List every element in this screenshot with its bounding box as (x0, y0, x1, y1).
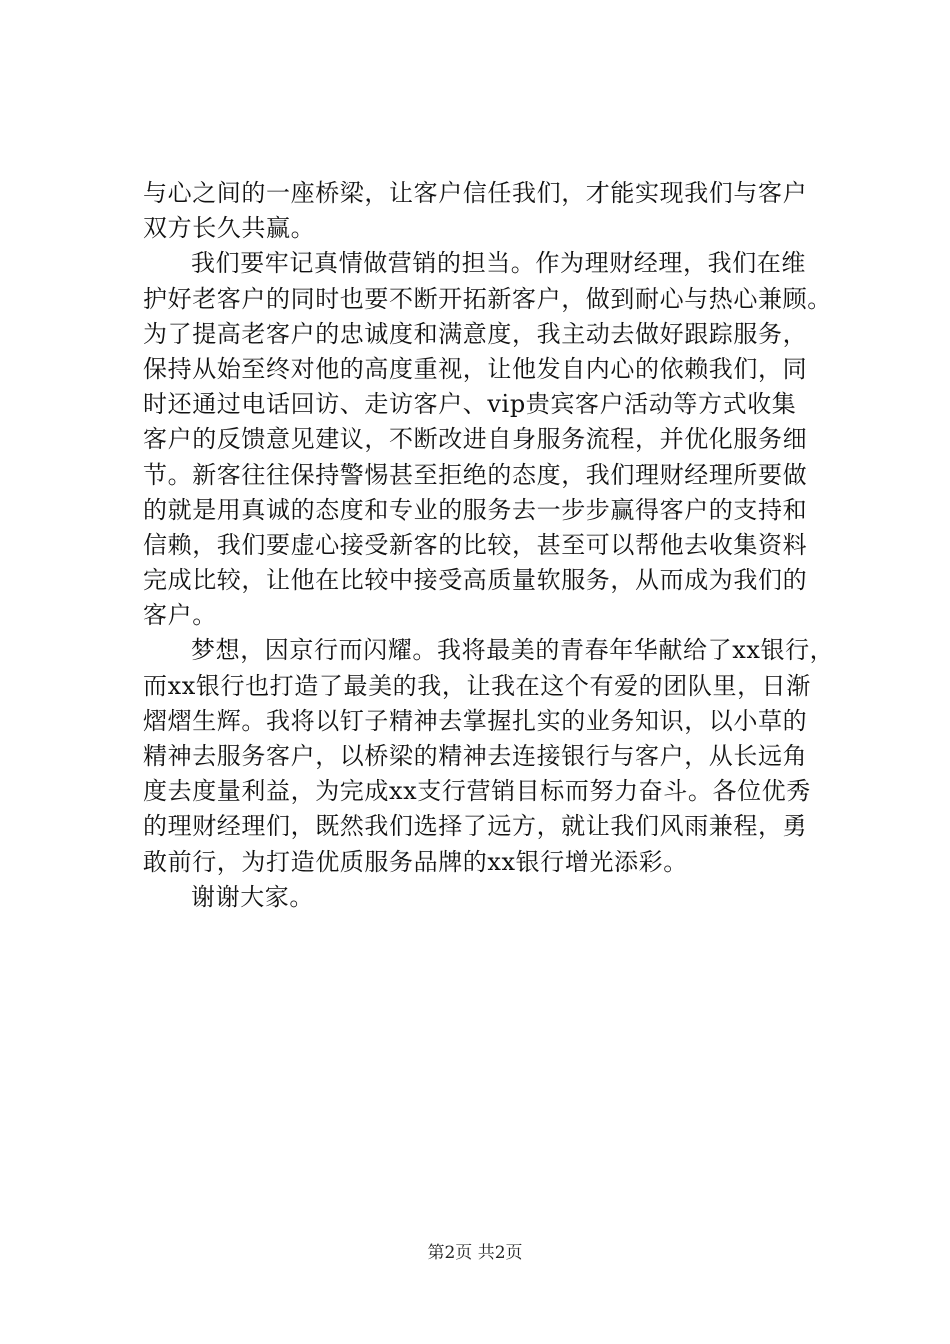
text-line: 而xx银行也打造了最美的我，让我在这个有爱的团队里，日渐 (143, 671, 811, 700)
text-line: 保持从始至终对他的高度重视，让他发自内心的依赖我们，同 (143, 354, 808, 383)
text-line: 熠熠生辉。我将以钉子精神去掌握扎实的业务知识，以小草的 (143, 706, 808, 735)
page-footer: 第2页 共2页 (427, 1243, 523, 1263)
text-line: 护好老客户的同时也要不断开拓新客户，做到耐心与热心兼顾。 (143, 284, 832, 313)
text-line: 客户。 (143, 601, 217, 630)
paragraph-start-line: 我们要牢记真情做营销的担当。作为理财经理，我们在维 (191, 249, 806, 278)
text-line: 时还通过电话回访、走访客户、vip贵宾客户活动等方式收集 (143, 390, 797, 419)
text-line: 与心之间的一座桥梁，让客户信任我们，才能实现我们与客户 (143, 179, 808, 207)
text-line: 敢前行，为打造优质服务品牌的xx银行增光添彩。 (143, 847, 688, 876)
text-line: 客户的反馈意见建议，不断改进自身服务流程，并优化服务细 (143, 425, 808, 454)
text-line: 完成比较，让他在比较中接受高质量软服务，从而成为我们的 (143, 566, 808, 595)
text-line: 节。新客往往保持警惕甚至拒绝的态度，我们理财经理所要做 (143, 460, 808, 489)
text-line: 信赖，我们要虚心接受新客的比较，甚至可以帮他去收集资料 (143, 530, 808, 559)
document-body (143, 176, 833, 915)
text-line: 双方长久共赢。 (143, 214, 316, 243)
text-line: 的就是用真诚的态度和专业的服务去一步步赢得客户的支持和 (143, 495, 808, 524)
closing-line: 谢谢大家。 (191, 882, 314, 911)
text-line: 的理财经理们，既然我们选择了远方，就让我们风雨兼程，勇 (143, 812, 808, 841)
text-line: 为了提高老客户的忠诚度和满意度，我主动去做好跟踪服务， (143, 319, 808, 348)
paragraph-start-line: 梦想，因京行而闪耀。我将最美的青春年华献给了xx银行， (191, 636, 835, 665)
text-line: 度去度量利益，为完成xx支行营销目标而努力奋斗。各位优秀 (143, 777, 811, 806)
text-line: 精神去服务客户，以桥梁的精神去连接银行与客户，从长远角 (143, 742, 808, 770)
